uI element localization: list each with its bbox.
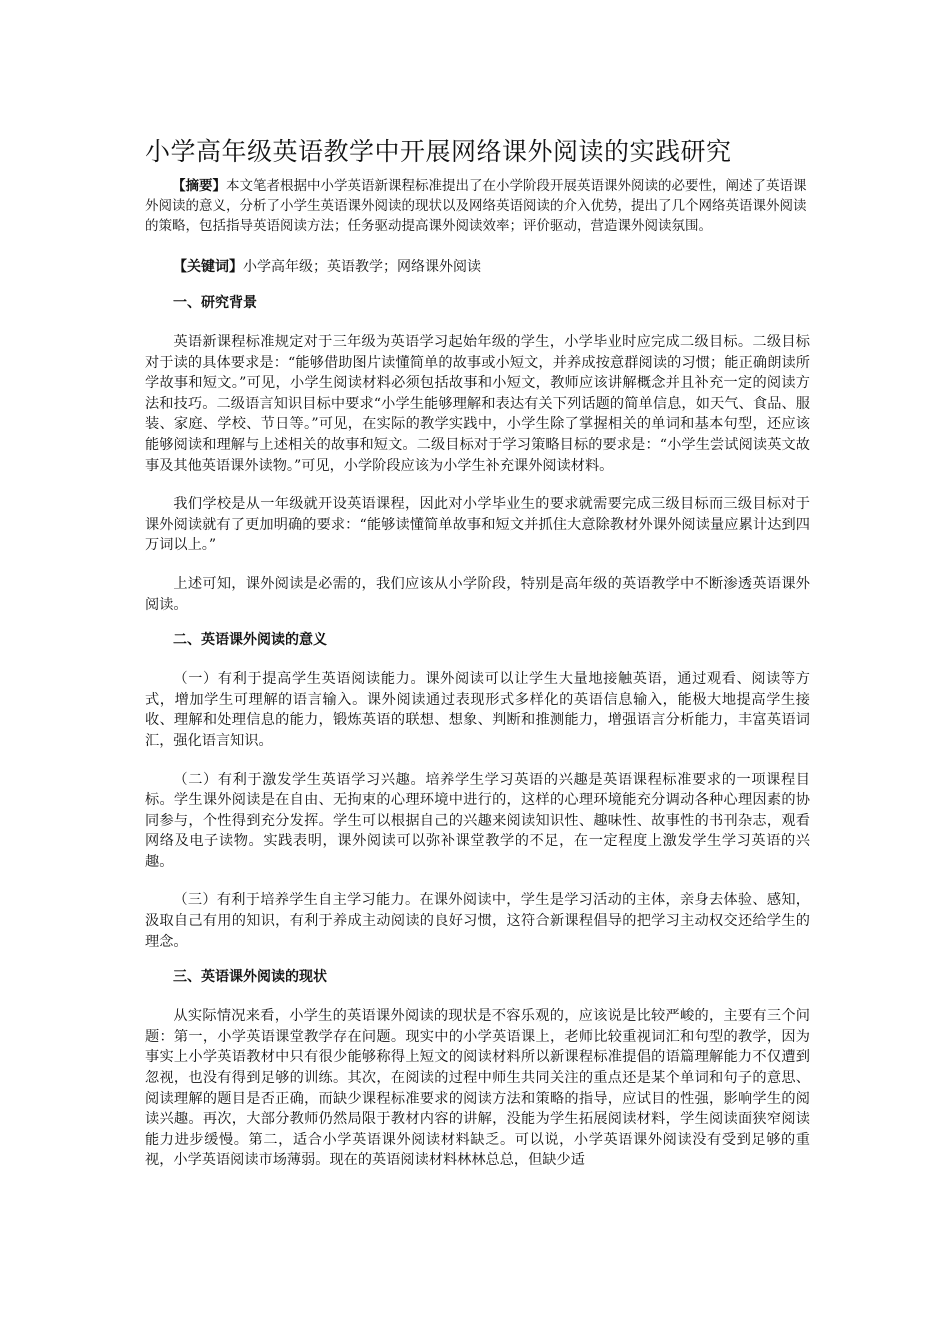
paragraph: 英语新课程标准规定对于三年级为英语学习起始年级的学生，小学毕业时应完成二级目标。二级目标对于读的具体要求是：“能够借助图片读懂简单的故事或小短文，并养成按意群阅读的习惯；能正确朗读所学故事和短文。”可见，小学生阅读材料必须包括故事和小短文，教师应该讲解概念并且补充一定的阅读方法和技巧。二级语言知识目标中要求“小学生能够理解和表达有关下列话题的简单信息，如天气、食品、服装、家庭、学校、节日等。”可见，在实际的教学实践中，小学生除了掌握相关的单词和基本句型，还应该能够阅读和理解与上述相关的故事和短文。二级目标对于学习策略目标的要求是：“小学生尝试阅读英文故事及其他英语课外读物。”可见，小学阶段应该为小学生补充课外阅读材料。: [145, 334, 810, 474]
section-heading: 三、英语课外阅读的现状: [173, 969, 327, 986]
paragraph: 我们学校是从一年级就开设英语课程，因此对小学毕业生的要求就需要完成三级目标而三级目标对于课外阅读就有了更加明确的要求：“能够读懂简单故事和短文并抓住大意除教材外课外阅读量应累计达到四万词以上。”: [145, 496, 810, 554]
abstract-text: 本文笔者根据中小学英语新课程标准提出了在小学阶段开展英语课外阅读的必要性，阐述了英语课外阅读的意义，分析了小学生英语课外阅读的现状以及网络英语阅读的介入优势，提出了几个网络英语课外阅读的策略，包括指导英语阅读方法；任务驱动提高课外阅读效率；评价驱动，营造课外阅读氛围。: [145, 178, 807, 234]
abstract: [145, 176, 810, 236]
keywords-label: 【关键词】: [173, 259, 243, 275]
paragraph: （二）有利于激发学生英语学习兴趣。培养学生学习英语的兴趣是英语课程标准要求的一项课程目标。学生课外阅读是在自由、无拘束的心理环境中进行的，这样的心理环境能充分调动各种心理因素的协同参与，个性得到充分发挥。学生可以根据自己的兴趣来阅读知识性、趣味性、故事性的书刊杂志，观看网络及电子读物。实践表明，课外阅读可以弥补课堂教学的不足，在一定程度上激发学生学习英语的兴趣。: [145, 771, 810, 870]
document-title: 小学高年级英语教学中开展网络课外阅读的实践研究: [145, 137, 732, 166]
paragraph: （三）有利于培养学生自主学习能力。在课外阅读中，学生是学习活动的主体，亲身去体验、感知，汲取自己有用的知识，有利于养成主动阅读的良好习惯，这符合新课程倡导的把学习主动权交还给学生的理念。: [145, 892, 810, 950]
paragraph: 从实际情况来看，小学生的英语课外阅读的现状是不容乐观的，应该说是比较严峻的，主要有三个问题：第一，小学英语课堂教学存在问题。现实中的小学英语课上，老师比较重视词汇和句型的教学，因为事实上小学英语教材中只有很少能够称得上短文的阅读材料所以新课程标准提倡的语篇理解能力不仅遭到忽视，也没有得到足够的训练。其次，在阅读的过程中师生共同关注的重点还是某个单词和句子的意思、阅读理解的题目是否正确，而缺少课程标准要求的阅读方法和策略的指导，应试目的性强，影响学生的阅读兴趣。再次，大部分教师仍然局限于教材内容的讲解，没能为学生拓展阅读材料，学生阅读面狭窄阅读能力进步缓慢。第二，适合小学英语课外阅读材料缺乏。可以说，小学英语课外阅读没有受到足够的重视，小学英语阅读市场薄弱。现在的英语阅读材料林林总总，但缺少适: [145, 1008, 810, 1169]
paragraph: 上述可知，课外阅读是必需的，我们应该从小学阶段，特别是高年级的英语教学中不断渗透英语课外阅读。: [145, 575, 810, 613]
keywords-text: 小学高年级；英语教学；网络课外阅读: [243, 259, 481, 275]
document-body: [145, 136, 810, 1171]
keywords: [145, 256, 810, 278]
section-heading: 二、英语课外阅读的意义: [173, 632, 327, 649]
section-heading: 一、研究背景: [173, 295, 257, 311]
paragraph: （一）有利于提高学生英语阅读能力。课外阅读可以让学生大量地接触英语，通过观看、阅读等方式，增加学生可理解的语言输入。课外阅读通过表现形式多样化的英语信息输入，能极大地提高学生接收、理解和处理信息的能力，锻炼英语的联想、想象、判断和推测能力，增强语言分析能力，丰富英语词汇，强化语言知识。: [145, 671, 810, 749]
abstract-label: 【摘要】: [172, 178, 226, 194]
